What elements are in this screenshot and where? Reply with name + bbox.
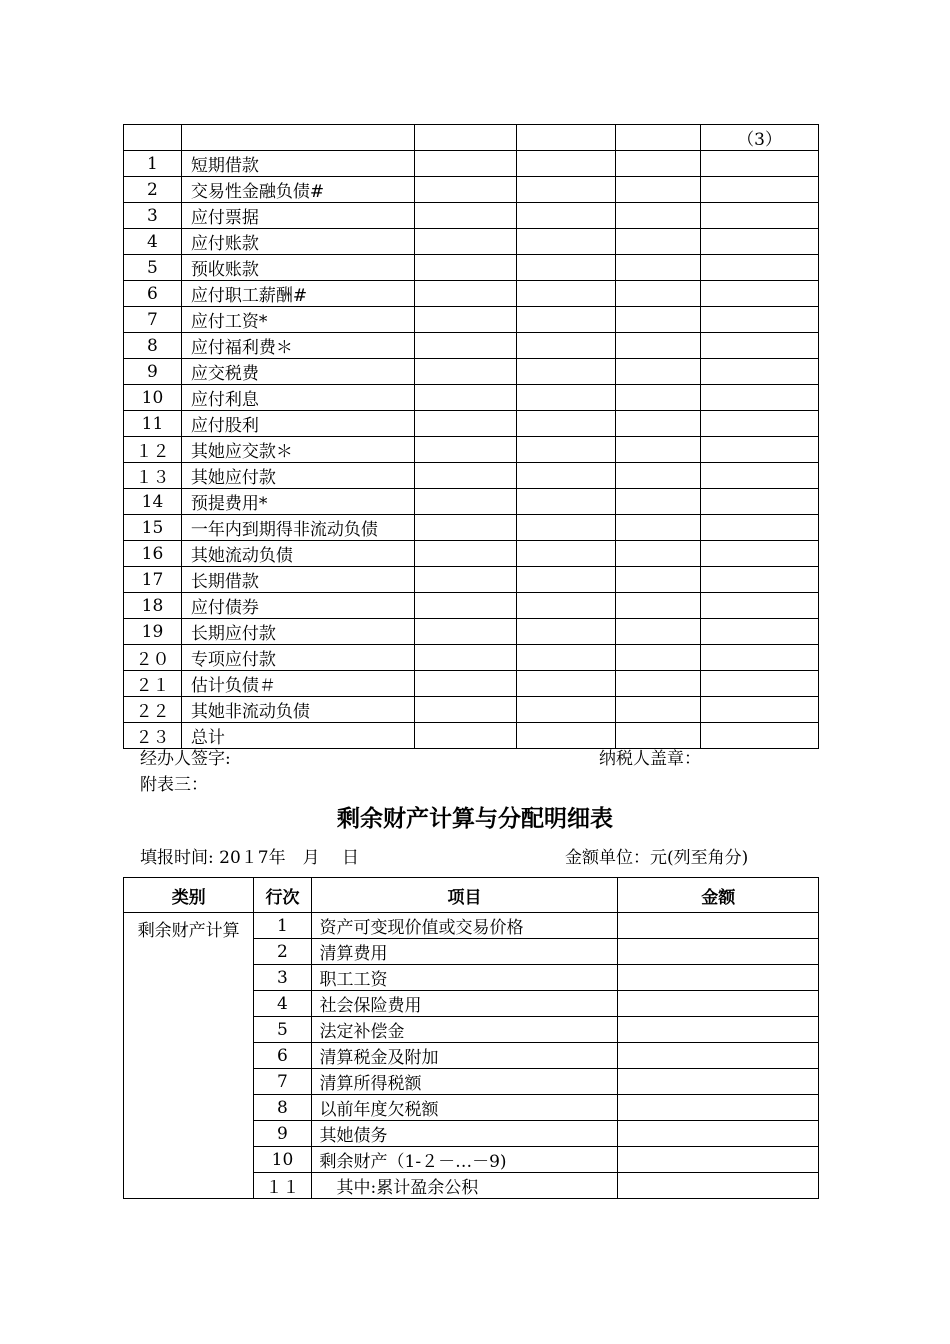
row-item-label: 应付工资* — [181, 307, 414, 333]
header-category: 类别 — [124, 878, 254, 913]
value-cell — [701, 645, 819, 671]
row-item-label: 社会保险费用 — [311, 991, 618, 1017]
value-cell — [516, 229, 616, 255]
row-item-label: 其她应交款＊ — [181, 437, 414, 463]
value-cell — [414, 463, 516, 489]
amount-cell — [618, 1017, 819, 1043]
table-row — [124, 913, 819, 939]
header-item: 项目 — [311, 878, 618, 913]
value-cell — [701, 541, 819, 567]
value-cell — [701, 203, 819, 229]
value-cell — [701, 229, 819, 255]
value-cell — [414, 281, 516, 307]
value-cell — [701, 567, 819, 593]
value-cell — [616, 229, 701, 255]
value-cell — [414, 359, 516, 385]
taxpayer-seal-label: 纳税人盖章： — [599, 749, 701, 769]
table-header-row — [124, 125, 819, 151]
table-row — [124, 177, 819, 203]
header-row-no: 行次 — [254, 878, 311, 913]
value-cell — [516, 359, 616, 385]
value-cell — [414, 437, 516, 463]
row-item-label: 剩余财产（1-２－…－9) — [311, 1147, 618, 1173]
row-number: 7 — [124, 307, 182, 333]
value-cell — [616, 541, 701, 567]
value-cell — [616, 359, 701, 385]
value-cell — [414, 151, 516, 177]
row-number: 16 — [124, 541, 182, 567]
value-cell — [516, 697, 616, 723]
row-number: １２ — [124, 437, 182, 463]
row-item-label: 应付利息 — [181, 385, 414, 411]
table-row — [124, 463, 819, 489]
row-item-label: 交易性金融负债# — [181, 177, 414, 203]
value-cell — [516, 489, 616, 515]
row-item-label: 清算所得税额 — [311, 1069, 618, 1095]
amount-cell — [618, 1173, 819, 1199]
row-item-label: 应交税费 — [181, 359, 414, 385]
table-row — [124, 411, 819, 437]
row-item-label: 其她流动负债 — [181, 541, 414, 567]
amount-cell — [618, 939, 819, 965]
liabilities-table — [123, 124, 819, 749]
value-cell — [414, 645, 516, 671]
value-cell — [616, 463, 701, 489]
value-cell — [516, 177, 616, 203]
value-cell — [616, 567, 701, 593]
value-cell — [516, 515, 616, 541]
value-cell — [701, 463, 819, 489]
category-cell: 剩余财产计算 — [124, 913, 254, 1199]
row-item-label: 应付股利 — [181, 411, 414, 437]
row-number: 14 — [124, 489, 182, 515]
value-cell — [701, 255, 819, 281]
value-cell — [516, 203, 616, 229]
row-item-label: 应付票据 — [181, 203, 414, 229]
value-cell — [414, 723, 516, 749]
page-title: 剩余财产计算与分配明细表 — [337, 806, 613, 832]
row-number: ２３ — [124, 723, 182, 749]
row-number: １３ — [124, 463, 182, 489]
value-cell — [516, 645, 616, 671]
value-cell — [414, 697, 516, 723]
amount-cell — [618, 1043, 819, 1069]
row-number: 4 — [254, 991, 311, 1017]
table-row — [124, 281, 819, 307]
row-number: 8 — [254, 1095, 311, 1121]
row-item-label: 总计 — [181, 723, 414, 749]
row-number: 2 — [254, 939, 311, 965]
value-cell — [516, 151, 616, 177]
row-item-label: 清算费用 — [311, 939, 618, 965]
row-item-label: 应付账款 — [181, 229, 414, 255]
amount-cell — [618, 991, 819, 1017]
value-cell — [414, 411, 516, 437]
row-number: 19 — [124, 619, 182, 645]
value-cell — [701, 333, 819, 359]
value-cell — [516, 541, 616, 567]
row-number: 6 — [254, 1043, 311, 1069]
table-row — [124, 593, 819, 619]
value-cell — [414, 307, 516, 333]
value-cell — [701, 619, 819, 645]
residual-property-table — [123, 877, 819, 1199]
amount-unit-label: 金额单位：元(列至角分) — [565, 848, 749, 868]
value-cell — [516, 281, 616, 307]
row-number: 10 — [254, 1147, 311, 1173]
handler-signature-label: 经办人签字: — [140, 749, 231, 769]
value-cell — [616, 307, 701, 333]
table-row — [124, 671, 819, 697]
value-cell — [516, 593, 616, 619]
value-cell — [414, 515, 516, 541]
row-number: ２２ — [124, 697, 182, 723]
row-item-label: 短期借款 — [181, 151, 414, 177]
table-row — [124, 203, 819, 229]
value-cell — [414, 203, 516, 229]
value-cell — [616, 515, 701, 541]
row-number: 1 — [124, 151, 182, 177]
table-row — [124, 359, 819, 385]
row-item-label: 其她非流动负债 — [181, 697, 414, 723]
value-cell — [701, 281, 819, 307]
row-number: 6 — [124, 281, 182, 307]
row-number: 1 — [254, 913, 311, 939]
appendix-label: 附表三： — [140, 775, 208, 795]
column-note: （3） — [701, 125, 819, 151]
value-cell — [701, 697, 819, 723]
value-cell — [516, 333, 616, 359]
row-item-label: 法定补偿金 — [311, 1017, 618, 1043]
row-number: ２０ — [124, 645, 182, 671]
row-item-label: 预收账款 — [181, 255, 414, 281]
table-row — [124, 541, 819, 567]
value-cell — [516, 307, 616, 333]
row-number: １１ — [254, 1173, 311, 1199]
value-cell — [616, 333, 701, 359]
value-cell — [516, 463, 616, 489]
row-number: ２１ — [124, 671, 182, 697]
table-header-row — [124, 878, 819, 913]
value-cell — [414, 385, 516, 411]
value-cell — [701, 307, 819, 333]
table-row — [124, 515, 819, 541]
row-number: 2 — [124, 177, 182, 203]
value-cell — [516, 619, 616, 645]
table-row — [124, 619, 819, 645]
value-cell — [414, 593, 516, 619]
value-cell — [516, 567, 616, 593]
row-number: 17 — [124, 567, 182, 593]
value-cell — [701, 515, 819, 541]
row-item-label: 预提费用* — [181, 489, 414, 515]
amount-cell — [618, 1069, 819, 1095]
value-cell — [616, 697, 701, 723]
row-number: 9 — [254, 1121, 311, 1147]
value-cell — [516, 255, 616, 281]
value-cell — [616, 203, 701, 229]
value-cell — [616, 645, 701, 671]
row-number: 5 — [254, 1017, 311, 1043]
row-number: 18 — [124, 593, 182, 619]
amount-cell — [618, 1095, 819, 1121]
value-cell — [616, 593, 701, 619]
value-cell — [616, 177, 701, 203]
row-item-label: 应付福利费＊ — [181, 333, 414, 359]
table-row — [124, 697, 819, 723]
row-number: 11 — [124, 411, 182, 437]
row-item-label: 资产可变现价值或交易价格 — [311, 913, 618, 939]
value-cell — [414, 567, 516, 593]
header-amount: 金额 — [618, 878, 819, 913]
row-item-label: 清算税金及附加 — [311, 1043, 618, 1069]
value-cell — [516, 671, 616, 697]
row-number: 9 — [124, 359, 182, 385]
fill-time-label: 填报时间: 20１7年 月 日 — [140, 848, 359, 868]
value-cell — [701, 385, 819, 411]
value-cell — [414, 671, 516, 697]
row-item-label: 应付职工薪酬# — [181, 281, 414, 307]
row-number: 15 — [124, 515, 182, 541]
table-row — [124, 229, 819, 255]
table-row — [124, 489, 819, 515]
table-row — [124, 307, 819, 333]
table-row — [124, 645, 819, 671]
value-cell — [616, 255, 701, 281]
row-item-label: 其她债务 — [311, 1121, 618, 1147]
value-cell — [616, 281, 701, 307]
row-number: 8 — [124, 333, 182, 359]
table-row — [124, 437, 819, 463]
value-cell — [701, 411, 819, 437]
value-cell — [516, 385, 616, 411]
row-item-label: 以前年度欠税额 — [311, 1095, 618, 1121]
table-row — [124, 567, 819, 593]
table-row — [124, 333, 819, 359]
row-item-label: 其她应付款 — [181, 463, 414, 489]
value-cell — [701, 177, 819, 203]
value-cell — [414, 489, 516, 515]
row-item-label: 一年内到期得非流动负债 — [181, 515, 414, 541]
row-item-label: 长期借款 — [181, 567, 414, 593]
value-cell — [701, 723, 819, 749]
value-cell — [701, 359, 819, 385]
value-cell — [616, 619, 701, 645]
row-item-label: 职工工资 — [311, 965, 618, 991]
value-cell — [701, 151, 819, 177]
row-number: 4 — [124, 229, 182, 255]
value-cell — [414, 333, 516, 359]
row-number: 3 — [124, 203, 182, 229]
amount-cell — [618, 965, 819, 991]
table-row — [124, 385, 819, 411]
value-cell — [616, 489, 701, 515]
table-row — [124, 255, 819, 281]
value-cell — [414, 177, 516, 203]
amount-cell — [618, 913, 819, 939]
row-item-label: 长期应付款 — [181, 619, 414, 645]
row-item-label: 估计负债＃ — [181, 671, 414, 697]
value-cell — [414, 541, 516, 567]
value-cell — [414, 229, 516, 255]
value-cell — [616, 385, 701, 411]
value-cell — [701, 437, 819, 463]
row-item-label: 专项应付款 — [181, 645, 414, 671]
value-cell — [516, 437, 616, 463]
row-number: 3 — [254, 965, 311, 991]
value-cell — [701, 593, 819, 619]
amount-cell — [618, 1121, 819, 1147]
row-number: 10 — [124, 385, 182, 411]
value-cell — [701, 671, 819, 697]
row-number: 5 — [124, 255, 182, 281]
row-item-label: 其中:累计盈余公积 — [311, 1173, 618, 1199]
table-row — [124, 151, 819, 177]
value-cell — [616, 437, 701, 463]
value-cell — [616, 151, 701, 177]
value-cell — [414, 255, 516, 281]
value-cell — [616, 411, 701, 437]
row-item-label: 应付债券 — [181, 593, 414, 619]
value-cell — [414, 619, 516, 645]
value-cell — [701, 489, 819, 515]
value-cell — [516, 411, 616, 437]
row-number: 7 — [254, 1069, 311, 1095]
value-cell — [616, 671, 701, 697]
amount-cell — [618, 1147, 819, 1173]
